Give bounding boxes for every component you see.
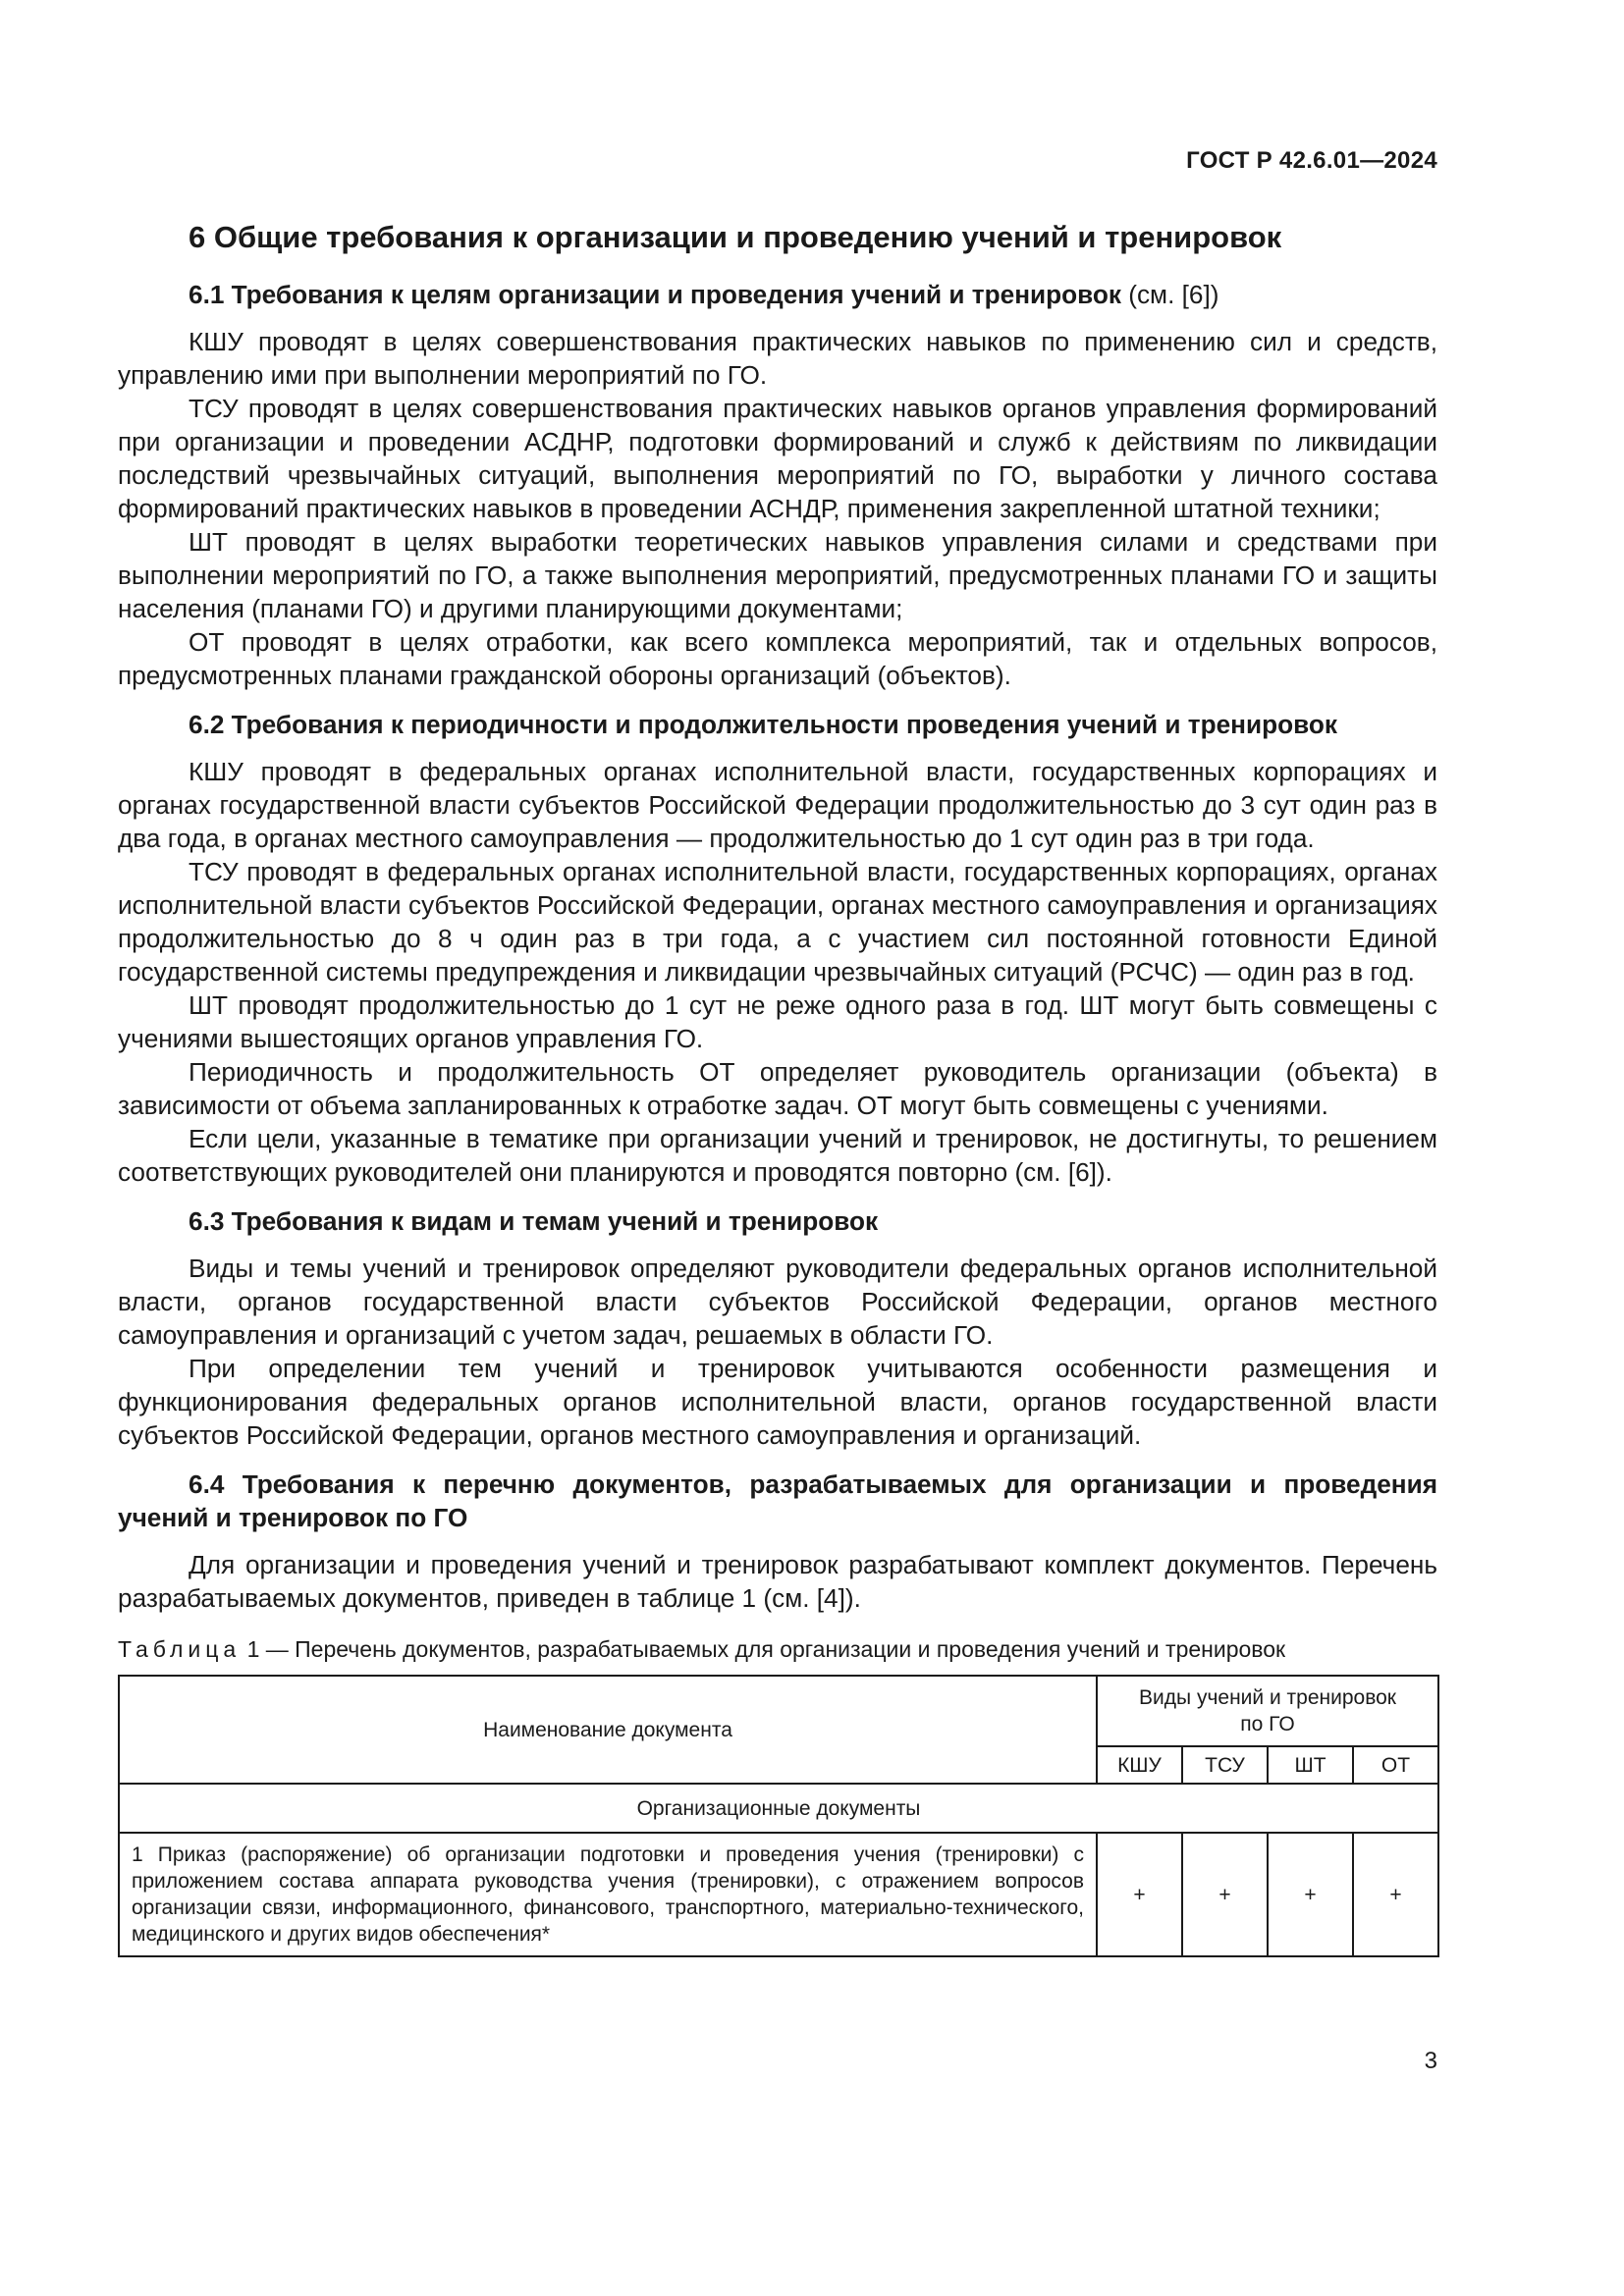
paragraph: Периодичность и продолжительность ОТ определяет руководитель организации (объекта) в зависимости от объема запланированных к отработке задач. ОТ могут быть совмещены с учениями. — [118, 1057, 1437, 1120]
subsection-6-1-heading: 6.1 Требования к целям организации и проведения учений и тренировок (см. [6]) — [189, 280, 1219, 309]
paragraph: ТСУ проводят в целях совершенствования практических навыков органов управления формирований при организации и проведении АСДНР, подготовки формирований и служб к действиям по ликвидации последствий чрезвычайных ситуаций, выполнения мероприятий по ГО, выработки у личного состава формирований практических навыков в проведении АСНДР, применения закрепленной штатной техники; — [118, 394, 1437, 523]
header-col-kshu: КШУ — [1097, 1746, 1182, 1784]
header-col-sht: ШТ — [1268, 1746, 1353, 1784]
paragraph: При определении тем учений и тренировок учитываются особенности размещения и функционирования федеральных органов исполнительной власти, органов государственной власти субъектов Российской Федерации, органов местного самоуправления и организаций. — [118, 1354, 1437, 1450]
paragraph: КШУ проводят в целях совершенствования практических навыков по применению сил и средств, управлению ими при выполнении мероприятий по ГО. — [118, 327, 1437, 390]
subsection-6-3-heading: 6.3 Требования к видам и темам учений и тренировок — [189, 1206, 879, 1236]
table-caption: Таблица 1 — Перечень документов, разрабатываемых для организации и проведения учений и тренировок — [118, 1636, 1286, 1662]
page-content — [118, 218, 1437, 1957]
table-cell-mark: + — [1097, 1833, 1182, 1956]
page-number: 3 — [1424, 2048, 1437, 2074]
subsection-6-4-heading: 6.4 Требования к перечню документов, разрабатываемых для организации и проведения учений и тренировок по ГО — [118, 1469, 1437, 1532]
table-section-row: Организационные документы — [119, 1784, 1438, 1833]
table-cell-mark: + — [1353, 1833, 1438, 1956]
paragraph: Если цели, указанные в тематике при организации учений и тренировок, не достигнуты, то решением соответствующих руководителей они планируются и проводятся повторно (см. [6]). — [118, 1124, 1437, 1187]
documents-table — [118, 1675, 1439, 1957]
paragraph: ОТ проводят в целях отработки, как всего комплекса мероприятий, так и отдельных вопросов, предусмотренных планами гражданской обороны организаций (объектов). — [118, 627, 1437, 690]
table-cell-mark: + — [1268, 1833, 1353, 1956]
table-row — [119, 1833, 1438, 1956]
subsection-6-2-heading: 6.2 Требования к периодичности и продолжительности проведения учений и тренировок — [189, 710, 1337, 739]
paragraph: КШУ проводят в федеральных органах исполнительной власти, государственных корпорациях и органах государственной власти субъектов Российской Федерации продолжительностью до 3 сут один раз в два года, в органах местного самоуправления — продолжительностью до 1 сут один раз в три года. — [118, 757, 1437, 853]
paragraph: ШТ проводят продолжительностью до 1 сут не реже одного раза в год. ШТ могут быть совмещены с учениями вышестоящих органов управления ГО. — [118, 990, 1437, 1053]
section-title: 6 Общие требования к организации и проведению учений и тренировок — [189, 220, 1282, 254]
paragraph: ТСУ проводят в федеральных органах исполнительной власти, государственных корпорациях, органах исполнительной власти субъектов Российской Федерации, органах местного самоуправления и организациях продолжительностью до 8 ч один раз в три года, а с участием сил постоянной готовности Единой государственной системы предупреждения и ликвидации чрезвычайных ситуаций (РСЧС) — один раз в год. — [118, 857, 1437, 987]
header-document-name: Наименование документа — [119, 1676, 1097, 1784]
table-cell-name: 1 Приказ (распоряжение) об организации подготовки и проведения учения (тренировки) с приложением состава аппарата руководства учения (тренировки), с отражением вопросов организации связи, информационного, финансового, транспортного, материально-технического, медицинского и других видов обеспечения* — [119, 1833, 1097, 1956]
document-code: ГОСТ Р 42.6.01—2024 — [1186, 147, 1437, 174]
header-exercise-types: Виды учений и тренировок по ГО — [1097, 1676, 1438, 1746]
paragraph: Виды и темы учений и тренировок определяют руководители федеральных органов исполнительной власти, органов государственной власти субъектов Российской Федерации, органов местного самоуправления и организаций с учетом задач, решаемых в области ГО. — [118, 1254, 1437, 1350]
header-col-tsu: ТСУ — [1182, 1746, 1268, 1784]
table-cell-mark: + — [1182, 1833, 1268, 1956]
paragraph: Для организации и проведения учений и тренировок разрабатывают комплект документов. Перечень разрабатываемых документов, приведен в таблице 1 (см. [4]). — [118, 1550, 1437, 1613]
header-col-ot: ОТ — [1353, 1746, 1438, 1784]
paragraph: ШТ проводят в целях выработки теоретических навыков управления силами и средствами при выполнении мероприятий по ГО, а также выполнения мероприятий, предусмотренных планами ГО и защиты населения (планами ГО) и другими планирующими документами; — [118, 527, 1437, 623]
